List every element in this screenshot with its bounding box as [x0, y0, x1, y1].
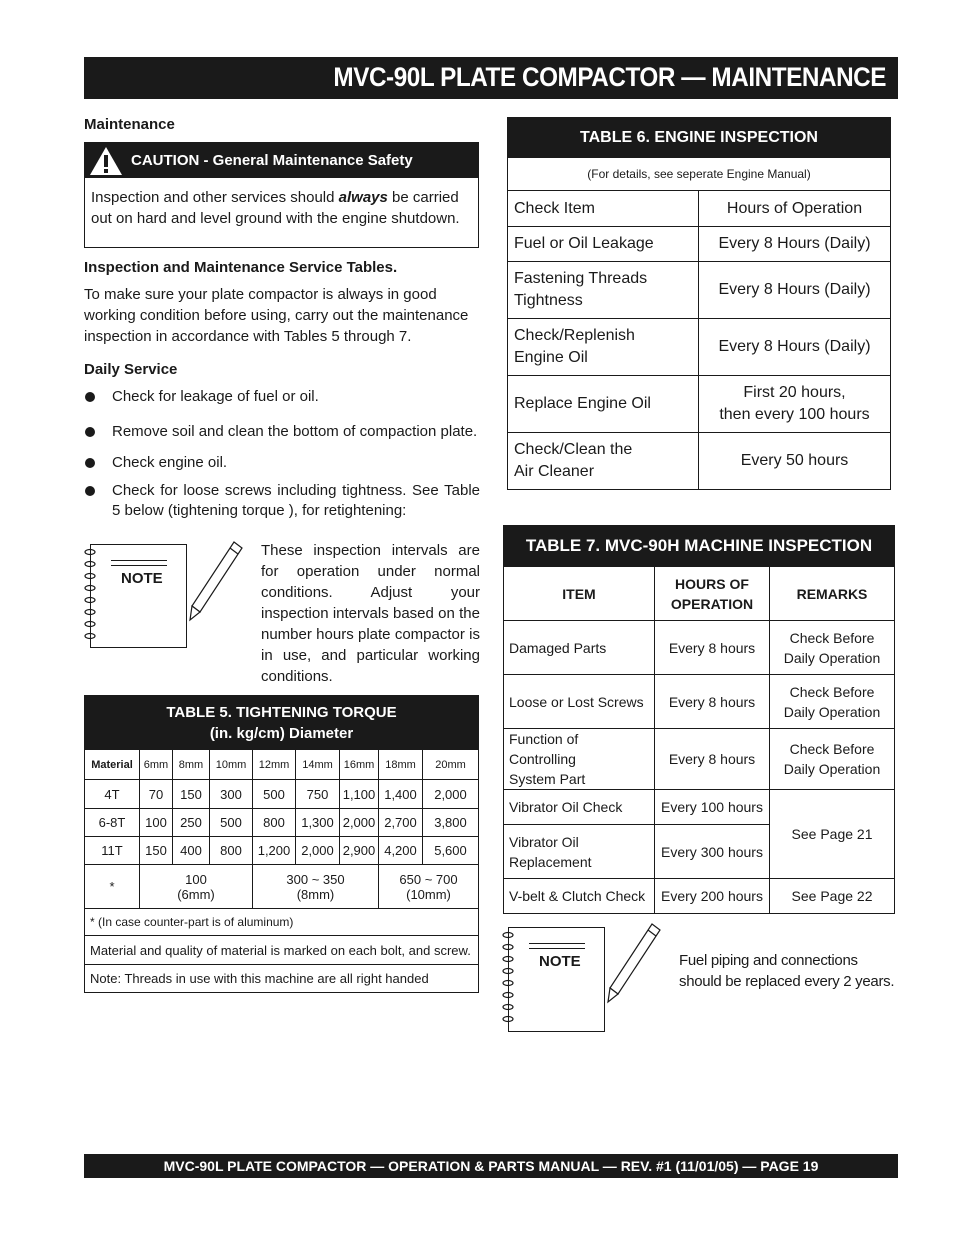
table-row [85, 809, 479, 837]
table5-cell: 300 [210, 780, 253, 809]
table6-hours-line: then every 100 hours [719, 406, 870, 423]
table5-header-cell: 14mm [296, 750, 340, 780]
caution-box [84, 142, 479, 248]
page-title: MVC-90L PLATE COMPACTOR — MAINTENANCE [333, 62, 886, 92]
table-row [508, 376, 891, 433]
table7-remarks-line: Check Before [789, 683, 875, 700]
torque-value: 300 ~ 350 [286, 871, 345, 887]
table7-header-hours-line: HOURS OF [675, 575, 749, 592]
footer-bar: MVC-90L PLATE COMPACTOR — OPERATION & PARTS MANUAL — REV. #1 (11/01/05) — PAGE 19 [84, 1154, 898, 1178]
table5-cell: 150 [173, 780, 210, 809]
table7-item [504, 825, 655, 879]
table-row [504, 729, 895, 790]
table5-cell: 800 [253, 809, 296, 837]
table5-cell: 6-8T [85, 809, 140, 837]
table5-header-cell: 18mm [379, 750, 423, 780]
table5-header-cell: Material [85, 750, 140, 780]
table5-cell: 1,300 [296, 809, 340, 837]
table6-item-line: Engine Oil [514, 349, 588, 366]
caution-title: CAUTION - General Maintenance Safety [131, 152, 413, 169]
table7-hours: Every 300 hours [655, 825, 770, 879]
table5-cell: 1,200 [253, 837, 296, 865]
table5-cell [140, 865, 253, 909]
table6-header-item: Check Item [508, 191, 699, 227]
note-label: NOTE [121, 570, 163, 587]
table6-item: Replace Engine Oil [508, 376, 699, 433]
table7-remarks-line: Daily Operation [783, 761, 881, 777]
table7-remarks-line: Daily Operation [783, 649, 881, 666]
table7-item-line: Replacement [509, 853, 592, 870]
table7-item-line: Function of Controlling [509, 731, 579, 767]
table5-cell: 3,800 [423, 809, 479, 837]
table7-hours: Every 8 hours [655, 675, 770, 729]
table7-header-hours [655, 567, 770, 621]
table5-cell: 800 [210, 837, 253, 865]
spiral-binding-icon [82, 546, 98, 646]
table5-header-cell: 20mm [423, 750, 479, 780]
table7-remarks: See Page 21 [770, 790, 895, 879]
table6-item [508, 262, 699, 319]
torque-value: 100 [185, 871, 207, 887]
table6-item-line: Tightness [514, 292, 583, 309]
spiral-binding-icon [500, 929, 516, 1029]
table5-header-cell: 12mm [253, 750, 296, 780]
table5-cell: 4,200 [379, 837, 423, 865]
pencil-icon [186, 540, 246, 624]
table6-item: Fuel or Oil Leakage [508, 227, 699, 262]
daily-service-heading: Daily Service [84, 361, 178, 378]
table7-header-remarks: REMARKS [770, 567, 895, 621]
caution-text-post: be carried out on hard and level ground with the engine shutdown. [91, 189, 460, 227]
maintenance-heading: Maintenance [84, 116, 175, 133]
table7-item: Loose or Lost Screws [504, 675, 655, 729]
table7-remarks-line: Check Before [789, 741, 875, 757]
table5-cell: 1,400 [379, 780, 423, 809]
pencil-icon [604, 922, 664, 1006]
table-row [508, 262, 891, 319]
table5-cell: 2,000 [296, 837, 340, 865]
bullet-dot [85, 486, 95, 496]
table6-item-line: Fastening Threads [514, 270, 648, 287]
table6-header-hours: Hours of Operation [699, 191, 891, 227]
table7-remarks [770, 729, 895, 790]
table5-title-line1: TABLE 5. TIGHTENING TORQUE [166, 703, 397, 721]
table5-cell: 2,900 [340, 837, 379, 865]
table7-hours: Every 100 hours [655, 790, 770, 825]
table5-cell [379, 865, 479, 909]
table5-title [85, 696, 479, 750]
table5-cell: 2,000 [423, 780, 479, 809]
inspection-paragraph: To make sure your plate compactor is always in good working condition before using, carry out the maintenance inspection in accordance with Tables 5 through 7. [84, 286, 469, 345]
table7-item: Vibrator Oil Check [504, 790, 655, 825]
table5-cell: 2,000 [340, 809, 379, 837]
torque-size: (10mm) [406, 886, 451, 902]
table5-cell: 100 [140, 809, 173, 837]
note-notebook-icon [508, 927, 605, 1032]
table6-hours-line: First 20 hours, [743, 384, 846, 401]
table-row [85, 865, 479, 909]
table7-item [504, 729, 655, 790]
table-row [508, 319, 891, 376]
warning-icon [89, 146, 123, 176]
table-row [85, 780, 479, 809]
caution-header [85, 143, 478, 178]
table5-cell: 5,600 [423, 837, 479, 865]
note-label: NOTE [539, 953, 581, 970]
table7-item: Damaged Parts [504, 621, 655, 675]
table5-note: Material and quality of material is marked on each bolt, and screw. [85, 936, 479, 965]
table7-remarks [770, 675, 895, 729]
bullet-item: Check for leakage of fuel or oil. [112, 388, 319, 405]
table6-item-line: Check/Clean the [514, 441, 633, 458]
bullet-item: Check engine oil. [112, 454, 228, 471]
table5-header-cell: 16mm [340, 750, 379, 780]
table7-remarks-line: Daily Operation [783, 703, 881, 720]
bullet-dot [85, 427, 95, 437]
table5-cell: 750 [296, 780, 340, 809]
table5-cell: 500 [210, 809, 253, 837]
bullet-item: Check for loose screws including tightness. See Table 5 below (tightening torque ), for retightening: [112, 482, 480, 519]
table7-remarks: See Page 22 [770, 879, 895, 914]
table-row [504, 675, 895, 729]
caution-text-pre: Inspection and other services should [91, 189, 339, 206]
table5-note: Note: Threads in use with this machine are all right handed [85, 965, 479, 993]
table7-hours: Every 200 hours [655, 879, 770, 914]
table5-title-line2: (in. kg/cm) Diameter [209, 724, 354, 742]
torque-size: (8mm) [296, 886, 335, 902]
table6-item-line: Check/Replenish [514, 327, 635, 344]
table-row [85, 837, 479, 865]
table7-title: TABLE 7. MVC-90H MACHINE INSPECTION [504, 526, 895, 567]
table-row [504, 621, 895, 675]
caution-text [85, 178, 478, 229]
torque-size: (6mm) [177, 886, 215, 902]
table6-hours: Every 8 Hours (Daily) [699, 227, 891, 262]
table5-note: * (In case counter-part is of aluminum) [85, 909, 479, 936]
table-row [508, 433, 891, 490]
table5-cell: 11T [85, 837, 140, 865]
table6-item [508, 319, 699, 376]
table5-cell: 150 [140, 837, 173, 865]
table6-hours: Every 8 Hours (Daily) [699, 319, 891, 376]
engine-inspection-table [507, 117, 891, 490]
caution-text-emphasis: always [338, 189, 388, 206]
machine-inspection-table [503, 525, 895, 914]
bullet-item: Remove soil and clean the bottom of compaction plate. [112, 423, 478, 440]
note-notebook-icon [90, 544, 187, 648]
table-row [508, 227, 891, 262]
table7-item-line: System Part [509, 771, 586, 787]
table7-header-hours-line: OPERATION [670, 595, 754, 612]
header-bar [84, 57, 898, 99]
table5-header-cell: 6mm [140, 750, 173, 780]
bullet-dot [85, 458, 95, 468]
table5-cell: 4T [85, 780, 140, 809]
table5-cell: 500 [253, 780, 296, 809]
table5-cell: 2,700 [379, 809, 423, 837]
table7-item: V-belt & Clutch Check [504, 879, 655, 914]
table5-cell: 70 [140, 780, 173, 809]
table6-hours: Every 8 Hours (Daily) [699, 262, 891, 319]
table6-subtitle: (For details, see seperate Engine Manual) [508, 158, 891, 191]
table7-hours: Every 8 hours [655, 729, 770, 790]
inspection-heading: Inspection and Maintenance Service Tables. [84, 259, 398, 276]
note-text: Fuel piping and connections should be replaced every 2 years. [679, 952, 895, 990]
torque-value: 650 ~ 700 [399, 871, 458, 887]
bullet-dot [85, 392, 95, 402]
table5-cell: 400 [173, 837, 210, 865]
table-row [504, 879, 895, 914]
table6-item [508, 433, 699, 490]
table5-cell: * [85, 865, 140, 909]
table5-cell: 250 [173, 809, 210, 837]
table7-remarks-line: Check Before [789, 629, 875, 646]
table7-hours: Every 8 hours [655, 621, 770, 675]
table7-remarks [770, 621, 895, 675]
table7-header-item: ITEM [504, 567, 655, 621]
table6-item-line: Air Cleaner [514, 463, 595, 480]
table-row [504, 790, 895, 825]
table5-header-cell: 10mm [210, 750, 253, 780]
note-text: These inspection intervals are for operation under normal conditions. Adjust your inspection intervals based on the number hours plate compactor is in use, and particular working conditions. [261, 542, 480, 685]
table5-cell: 1,100 [340, 780, 379, 809]
table5-header-cell: 8mm [173, 750, 210, 780]
table6-hours [699, 376, 891, 433]
table6-title: TABLE 6. ENGINE INSPECTION [508, 118, 891, 158]
tightening-torque-table [84, 695, 479, 993]
table6-hours: Every 50 hours [699, 433, 891, 490]
table7-item-line: Vibrator Oil [509, 833, 579, 850]
table5-cell [253, 865, 379, 909]
